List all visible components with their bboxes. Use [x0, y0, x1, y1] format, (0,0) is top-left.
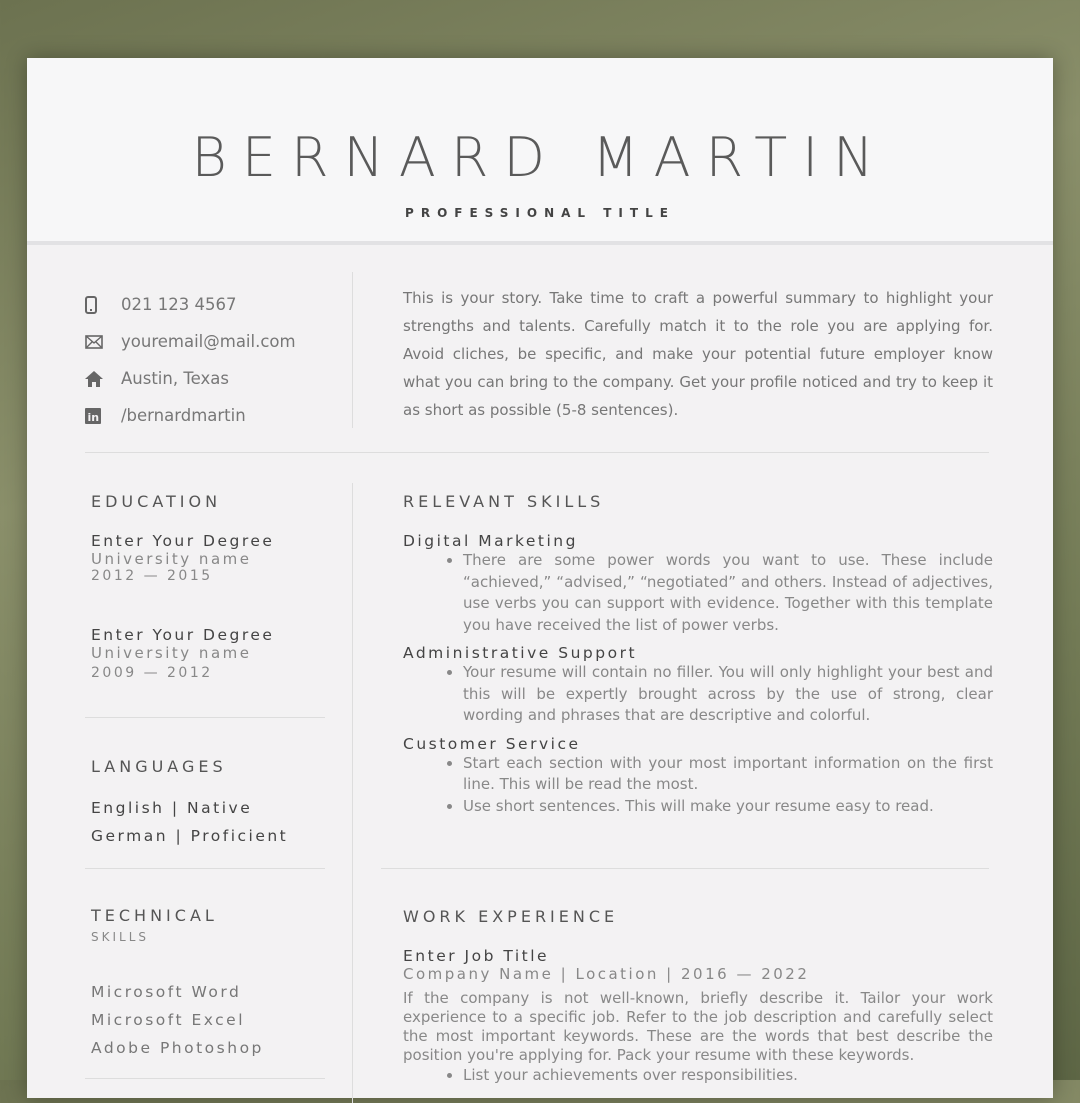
- contact-phone: [85, 286, 296, 323]
- bullet: • Start each section with your most important information on the first line. This will be read the most.: [463, 753, 993, 796]
- divider: [85, 868, 325, 869]
- bullet: • List your achievements over responsibilities.: [463, 1065, 993, 1087]
- linkedin-text: /bernardmartin: [121, 406, 246, 425]
- phone-icon: [85, 296, 121, 314]
- resume-header: [27, 58, 1053, 245]
- technical-item: Microsoft Excel: [91, 1011, 246, 1029]
- language-item: German | Proficient: [91, 827, 289, 845]
- skill-group-title: Administrative Support: [403, 644, 638, 662]
- skill-bullets: [463, 753, 993, 818]
- education-item: [91, 532, 274, 584]
- degree: Enter Your Degree: [91, 626, 275, 644]
- languages-list: [91, 794, 288, 850]
- work-item: [403, 947, 993, 1087]
- job-title: Enter Job Title: [403, 947, 550, 965]
- languages-heading: LANGUAGES: [91, 757, 227, 776]
- contact-location: [85, 360, 296, 397]
- contact-email: [85, 323, 296, 360]
- skill-group-title: Customer Service: [403, 734, 581, 753]
- company-line: Company Name | Location | 2016 — 2022: [403, 965, 810, 983]
- phone-text: 021 123 4567: [121, 295, 237, 314]
- divider: [381, 868, 989, 869]
- school: University name: [91, 550, 252, 568]
- education-item: [91, 626, 274, 681]
- svg-text:in: in: [87, 410, 100, 424]
- technical-item: Microsoft Word: [91, 983, 242, 1001]
- summary-text: This is your story. Take time to craft a powerful summary to highlight your strengths and talents. Carefully match it to the role you are applying for. Avoid cliches, be specific, and make your potential future employer know what you can bring to the company. Get your profile noticed and try to keep it as short as possible (5-8 sentences).: [403, 289, 993, 419]
- skill-bullets: [463, 662, 993, 727]
- contact-list: [85, 286, 296, 434]
- technical-subheading: SKILLS: [91, 930, 150, 944]
- education-heading: EDUCATION: [91, 492, 222, 511]
- technical-list: [91, 978, 264, 1062]
- home-icon: [85, 371, 121, 387]
- bullet: • Use short sentences. This will make your resume easy to read.: [463, 796, 993, 818]
- divider: [85, 452, 989, 453]
- mail-icon: [85, 335, 121, 349]
- technical-heading: TECHNICAL: [91, 906, 218, 925]
- location-text: Austin, Texas: [121, 369, 229, 388]
- divider: [85, 717, 325, 718]
- bullet: • Your resume will contain no filler. You will only highlight your best and this will be expertly brought across by the use of strong, clear wording and phrases that are descriptive and colorful.: [463, 662, 993, 727]
- skills-heading: RELEVANT SKILLS: [403, 492, 605, 511]
- resume-page: [27, 58, 1053, 1098]
- degree: Enter Your Degree: [91, 532, 275, 550]
- job-description: If the company is not well-known, briefly describe it. Tailor your work experience to a specific job. Refer to the job description and carefully select the most important keywords. These are the words that best describe the position you're applying for. Pack your resume with these keywords.: [403, 989, 993, 1064]
- candidate-name: BERNARD MARTIN: [191, 126, 889, 189]
- divider: [352, 483, 353, 1103]
- skill-bullets: [463, 550, 993, 636]
- years: 2012 — 2015: [91, 568, 213, 584]
- divider: [85, 1078, 325, 1079]
- technical-item: Adobe Photoshop: [91, 1039, 264, 1057]
- skill-group-title: Digital Marketing: [403, 532, 578, 550]
- language-item: English | Native: [91, 799, 253, 817]
- work-heading: WORK EXPERIENCE: [403, 907, 619, 926]
- divider: [352, 272, 353, 428]
- years: 2009 — 2012: [91, 665, 213, 681]
- linkedin-icon: [85, 408, 121, 424]
- contact-linkedin: [85, 397, 296, 434]
- bullet: • There are some power words you want to use. These include “achieved,” “advised,” “negotiated” and others. Instead of adjectives, use verbs you can support with evidence. Together with this template you have received the list of power verbs.: [463, 550, 993, 636]
- school: University name: [91, 644, 252, 662]
- professional-title: PROFESSIONAL TITLE: [405, 206, 675, 220]
- skills-list: [403, 532, 993, 817]
- job-bullets: [463, 1065, 993, 1087]
- email-text: youremail@mail.com: [121, 332, 296, 351]
